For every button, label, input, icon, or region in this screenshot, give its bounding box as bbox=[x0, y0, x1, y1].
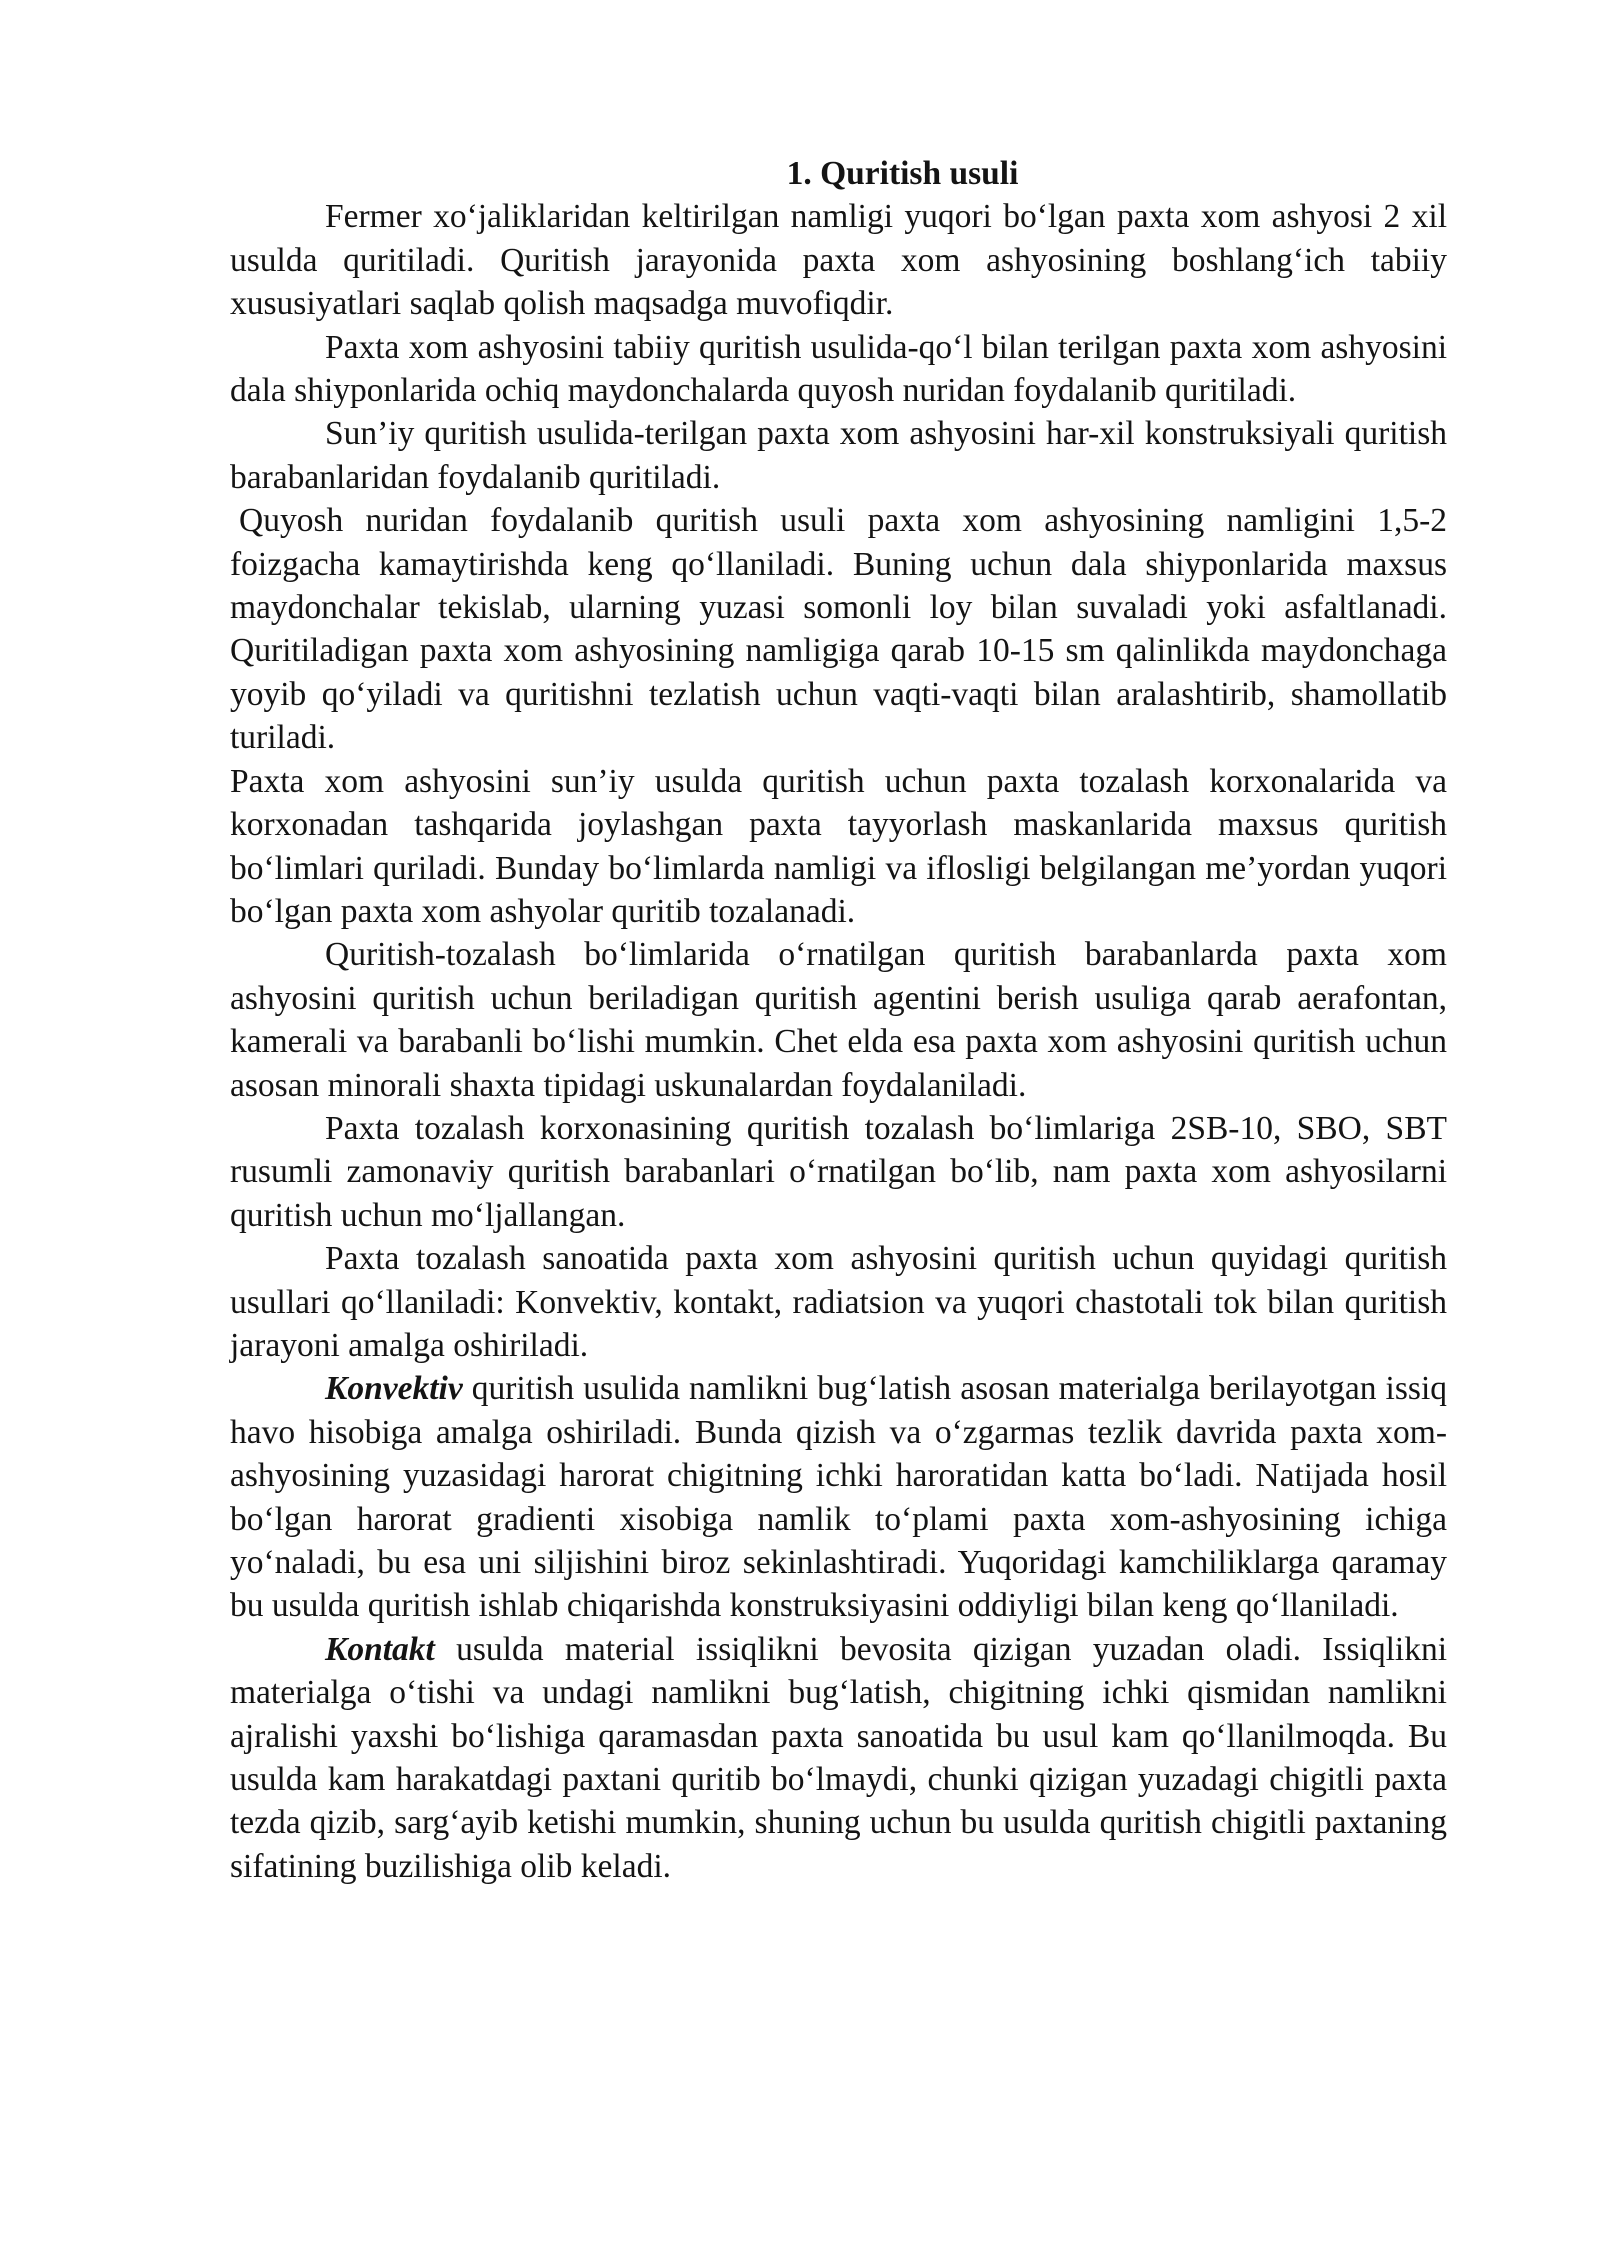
document-body bbox=[230, 152, 1447, 1888]
paragraph-drying-departments: Paxta xom ashyosini sun’iy usulda quritish uchun paxta tozalash korxonalarida va korxonadan tashqarida joylashgan paxta tayyorlash maskanlarida maxsus quritish bo‘limlari quriladi. Bunday bo‘limlarda namligi va iflosligi belgilangan me’yordan yuqori bo‘lgan paxta xom ashyolar quritib tozalanadi. bbox=[230, 762, 1447, 930]
paragraph-convective bbox=[230, 1367, 1447, 1627]
paragraph-drying-overview: Fermer xo‘jaliklaridan keltirilgan namligi yuqori bo‘lgan paxta xom ashyosi 2 xil usulda quritiladi. Quritish jarayonida paxta xom ashyosining boshlang‘ich tabiiy xususiyatlari saqlab qolish maqsadga muvofiqdir. bbox=[230, 198, 1447, 323]
paragraph-natural-drying: Paxta xom ashyosini tabiiy quritish usulida-qo‘l bilan terilgan paxta xom ashyosini dala shiyponlarida ochiq maydonchalarda quyosh nuridan foydalanib quritiladi. bbox=[230, 328, 1447, 410]
section-title: 1. Quritish usuli bbox=[786, 155, 1019, 192]
paragraph-contact-text: usulda material issiqlikni bevosita qizigan yuzadan oladi. Issiqlikni materialga o‘tishi va undagi namlikni bug‘latish, chigitning ichki qismidan namlikni ajralishi yaxshi bo‘lishiga qaramasdan paxta sanoatida bu usul kam qo‘llanilmoqda. Bu usulda kam harakatdagi paxtani quritib bo‘lmaydi, chunki qizigan yuzadagi chigitli paxta tezda qizib, sarg‘ayib ketishi mumkin, shuning uchun bu usulda quritish chigitli paxtaning sifatining buzilishiga olib keladi. bbox=[230, 1630, 1447, 1885]
paragraph-drying-methods: Paxta tozalash sanoatida paxta xom ashyosini quritish uchun quyidagi quritish usullari qo‘llaniladi: Konvektiv, kontakt, radiatsion va yuqori chastotali tok bilan quritish jarayoni amalga oshiriladi. bbox=[230, 1240, 1447, 1364]
paragraph-contact bbox=[230, 1628, 1447, 1888]
paragraph-convective-text: quritish usulida namlikni bug‘latish asosan materialga berilayotgan issiq havo hisobiga amalga oshiriladi. Bunda qizish va o‘zgarmas tezlik davrida paxta xom-ashyosining yuzasidagi harorat chigitning ichki haroratidan katta bo‘ladi. Natijada hosil bo‘lgan harorat gradienti xisobiga namlik to‘plami paxta xom-ashyosining ichiga yo‘naladi, bu esa uni siljishini biroz sekinlashtiradi. Yuqoridagi kamchiliklarga qaramay bu usulda quritish ishlab chiqarishda konstruksiyasini oddiyligi bilan keng qo‘llaniladi. bbox=[230, 1370, 1447, 1625]
paragraph-drum-types: Quritish-tozalash bo‘limlarida o‘rnatilgan quritish barabanlarda paxta xom ashyosini quritish uchun beriladigan quritish agentini berish usuliga qarab aerafontan, kamerali va barabanli bo‘lishi mumkin. Chet elda esa paxta xom ashyosini quritish uchun asosan minorali shaxta tipidagi uskunalardan foydalaniladi. bbox=[230, 936, 1447, 1104]
paragraph-solar-drying: Quyosh nuridan foydalanib quritish usuli paxta xom ashyosining namligini 1,5-2 foizgacha kamaytirishda keng qo‘llaniladi. Buning uchun dala shiyponlarida maxsus maydonchalar tekislab, ularning yuzasi somonli loy bilan suvaladi yoki asfaltlanadi. Quritiladigan paxta xom ashyosining namligiga qarab 10-15 sm qalinlikda maydonchaga yoyib qo‘yiladi va quritishni tezlatish uchun vaqti-vaqti bilan aralashtirib, shamollatib turiladi. bbox=[230, 502, 1447, 757]
term-convective: Konvektiv bbox=[325, 1370, 463, 1408]
term-contact: Kontakt bbox=[325, 1630, 435, 1668]
paragraph-drum-models: Paxta tozalash korxonasining quritish tozalash bo‘limlariga 2SB-10, SBO, SBT rusumli zamonaviy quritish barabanlari o‘rnatilgan bo‘lib, nam paxta xom ashyosilarni quritish uchun mo‘ljallangan. bbox=[230, 1109, 1447, 1234]
paragraph-artificial-drying: Sun’iy quritish usulida-terilgan paxta xom ashyosini har-xil konstruksiyali quritish barabanlaridan foydalanib quritiladi. bbox=[230, 415, 1447, 496]
